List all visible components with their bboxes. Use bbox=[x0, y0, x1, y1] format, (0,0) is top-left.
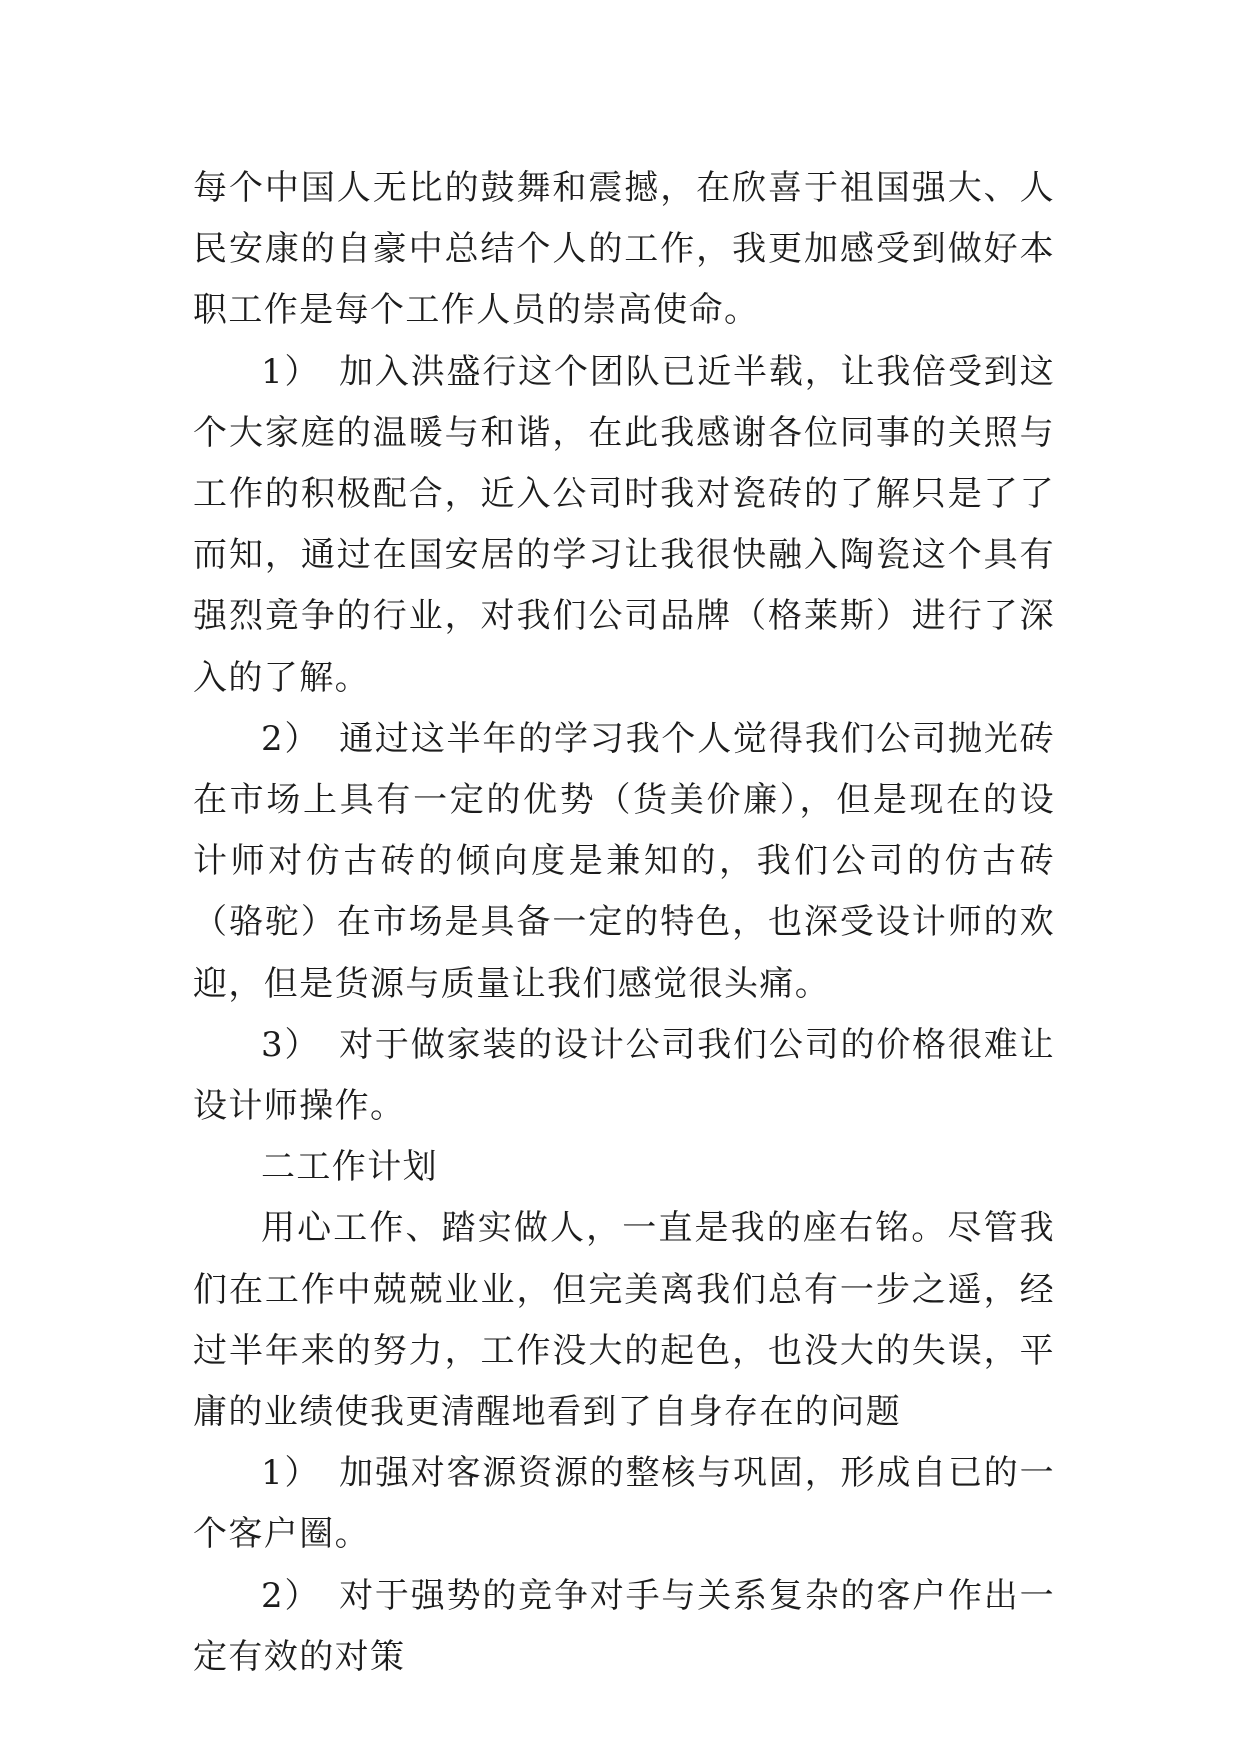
section-heading-work-plan: 二工作计划 bbox=[261, 1147, 438, 1188]
paragraph-intro-continued: 每个中国人无比的鼓舞和震撼，在欣喜于祖国强大、人民安康的自豪中总结个人的工作，我更加感受到做好本职工作是每个工作人员的崇高使命。 bbox=[193, 168, 1055, 331]
paragraph-plan-item-1: 1） 加强对客源资源的整核与巩固，形成自已的一个客户圈。 bbox=[193, 1453, 1055, 1555]
paragraph-plan-item-2: 2） 对于强势的竞争对手与关系复杂的客户作出一定有效的对策 bbox=[193, 1575, 1055, 1677]
paragraph-work-plan-intro: 用心工作、踏实做人，一直是我的座右铭。尽管我们在工作中兢兢业业，但完美离我们总有一步之遥，经过半年来的努力，工作没大的起色，也没大的失误，平庸的业绩使我更清醒地看到了自身存在的问题 bbox=[193, 1208, 1055, 1433]
paragraph-item-2: 2） 通过这半年的学习我个人觉得我们公司抛光砖在市场上具有一定的优势（货美价廉），但是现在的设计师对仿古砖的倾向度是兼知的，我们公司的仿古砖（骆驼）在市场是具备一定的特色，也深受设计师的欢迎，但是货源与质量让我们感觉很头痛。 bbox=[193, 718, 1055, 1004]
paragraph-item-1: 1） 加入洪盛行这个团队已近半载，让我倍受到这个大家庭的温暖与和谐，在此我感谢各位同事的关照与工作的积极配合，近入公司时我对瓷砖的了解只是了了而知，通过在国安居的学习让我很快融入陶瓷这个具有强烈竟争的行业，对我们公司品牌（格莱斯）进行了深入的了解。 bbox=[193, 351, 1055, 698]
paragraph-item-3: 3） 对于做家装的设计公司我们公司的价格很难让设计师操作。 bbox=[193, 1024, 1055, 1127]
document-body bbox=[193, 158, 1055, 1688]
